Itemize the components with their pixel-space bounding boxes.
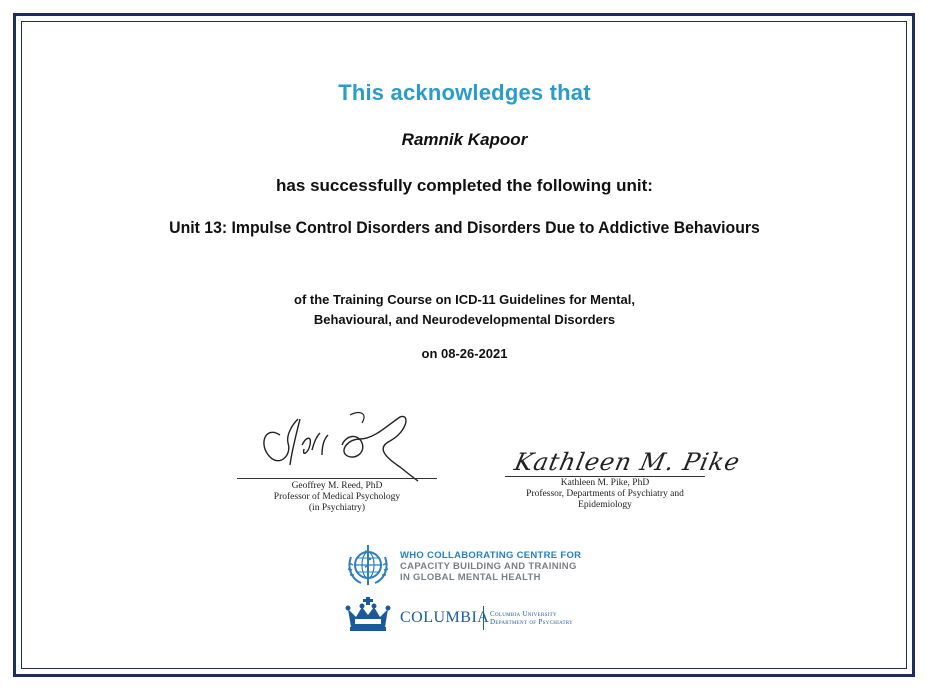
signatory-reed-name: Geoffrey M. Reed, PhD [291, 481, 383, 491]
signatory-pike-title-1: Professor, Departments of Psychiatry and [526, 489, 684, 499]
signature-pike-image [512, 448, 743, 476]
course-line-1: of the Training Course on ICD-11 Guidelines for Mental, [294, 292, 635, 307]
signatory-pike [505, 478, 705, 511]
certificate-heading: This acknowledges that [338, 80, 591, 105]
course-description [0, 290, 929, 330]
signatory-reed [237, 481, 437, 514]
completion-statement: has successfully completed the following unit: [276, 176, 653, 195]
columbia-department [490, 610, 573, 626]
who-collaborating-centre-text [400, 550, 581, 583]
signature-reed-image [250, 405, 430, 485]
unit-title: Unit 13: Impulse Control Disorders and Disorders Due to Addictive Behaviours [169, 218, 760, 237]
who-text-line-2: CAPACITY BUILDING AND TRAINING [400, 561, 577, 572]
completion-date: on 08-26-2021 [421, 346, 508, 361]
signatory-pike-name: Kathleen M. Pike, PhD [560, 478, 650, 488]
who-emblem-icon [343, 543, 393, 589]
recipient-name: Ramnik Kapoor [401, 130, 528, 149]
crown-icon [345, 597, 391, 633]
columbia-dept-line-2: Department of Psychiatry [490, 618, 574, 626]
signatory-reed-title-2: (in Psychiatry) [308, 503, 366, 513]
signatory-reed-title-1: Professor of Medical Psychology [273, 492, 401, 502]
course-line-2: Behavioural, and Neurodevelopmental Disorders [313, 312, 616, 327]
signature-pike-script: Kathleen M. Pike [512, 448, 743, 476]
who-text-line-3: IN GLOBAL MENTAL HEALTH [400, 572, 541, 583]
signatory-pike-title-2: Epidemiology [578, 500, 632, 510]
signature-line-pike [505, 476, 705, 477]
columbia-wordmark: COLUMBIA [400, 609, 490, 626]
columbia-dept-line-1: Columbia University [490, 610, 557, 618]
columbia-divider [483, 606, 484, 630]
who-text-line-1: WHO COLLABORATING CENTRE FOR [400, 550, 582, 561]
signature-line-reed [237, 478, 437, 479]
